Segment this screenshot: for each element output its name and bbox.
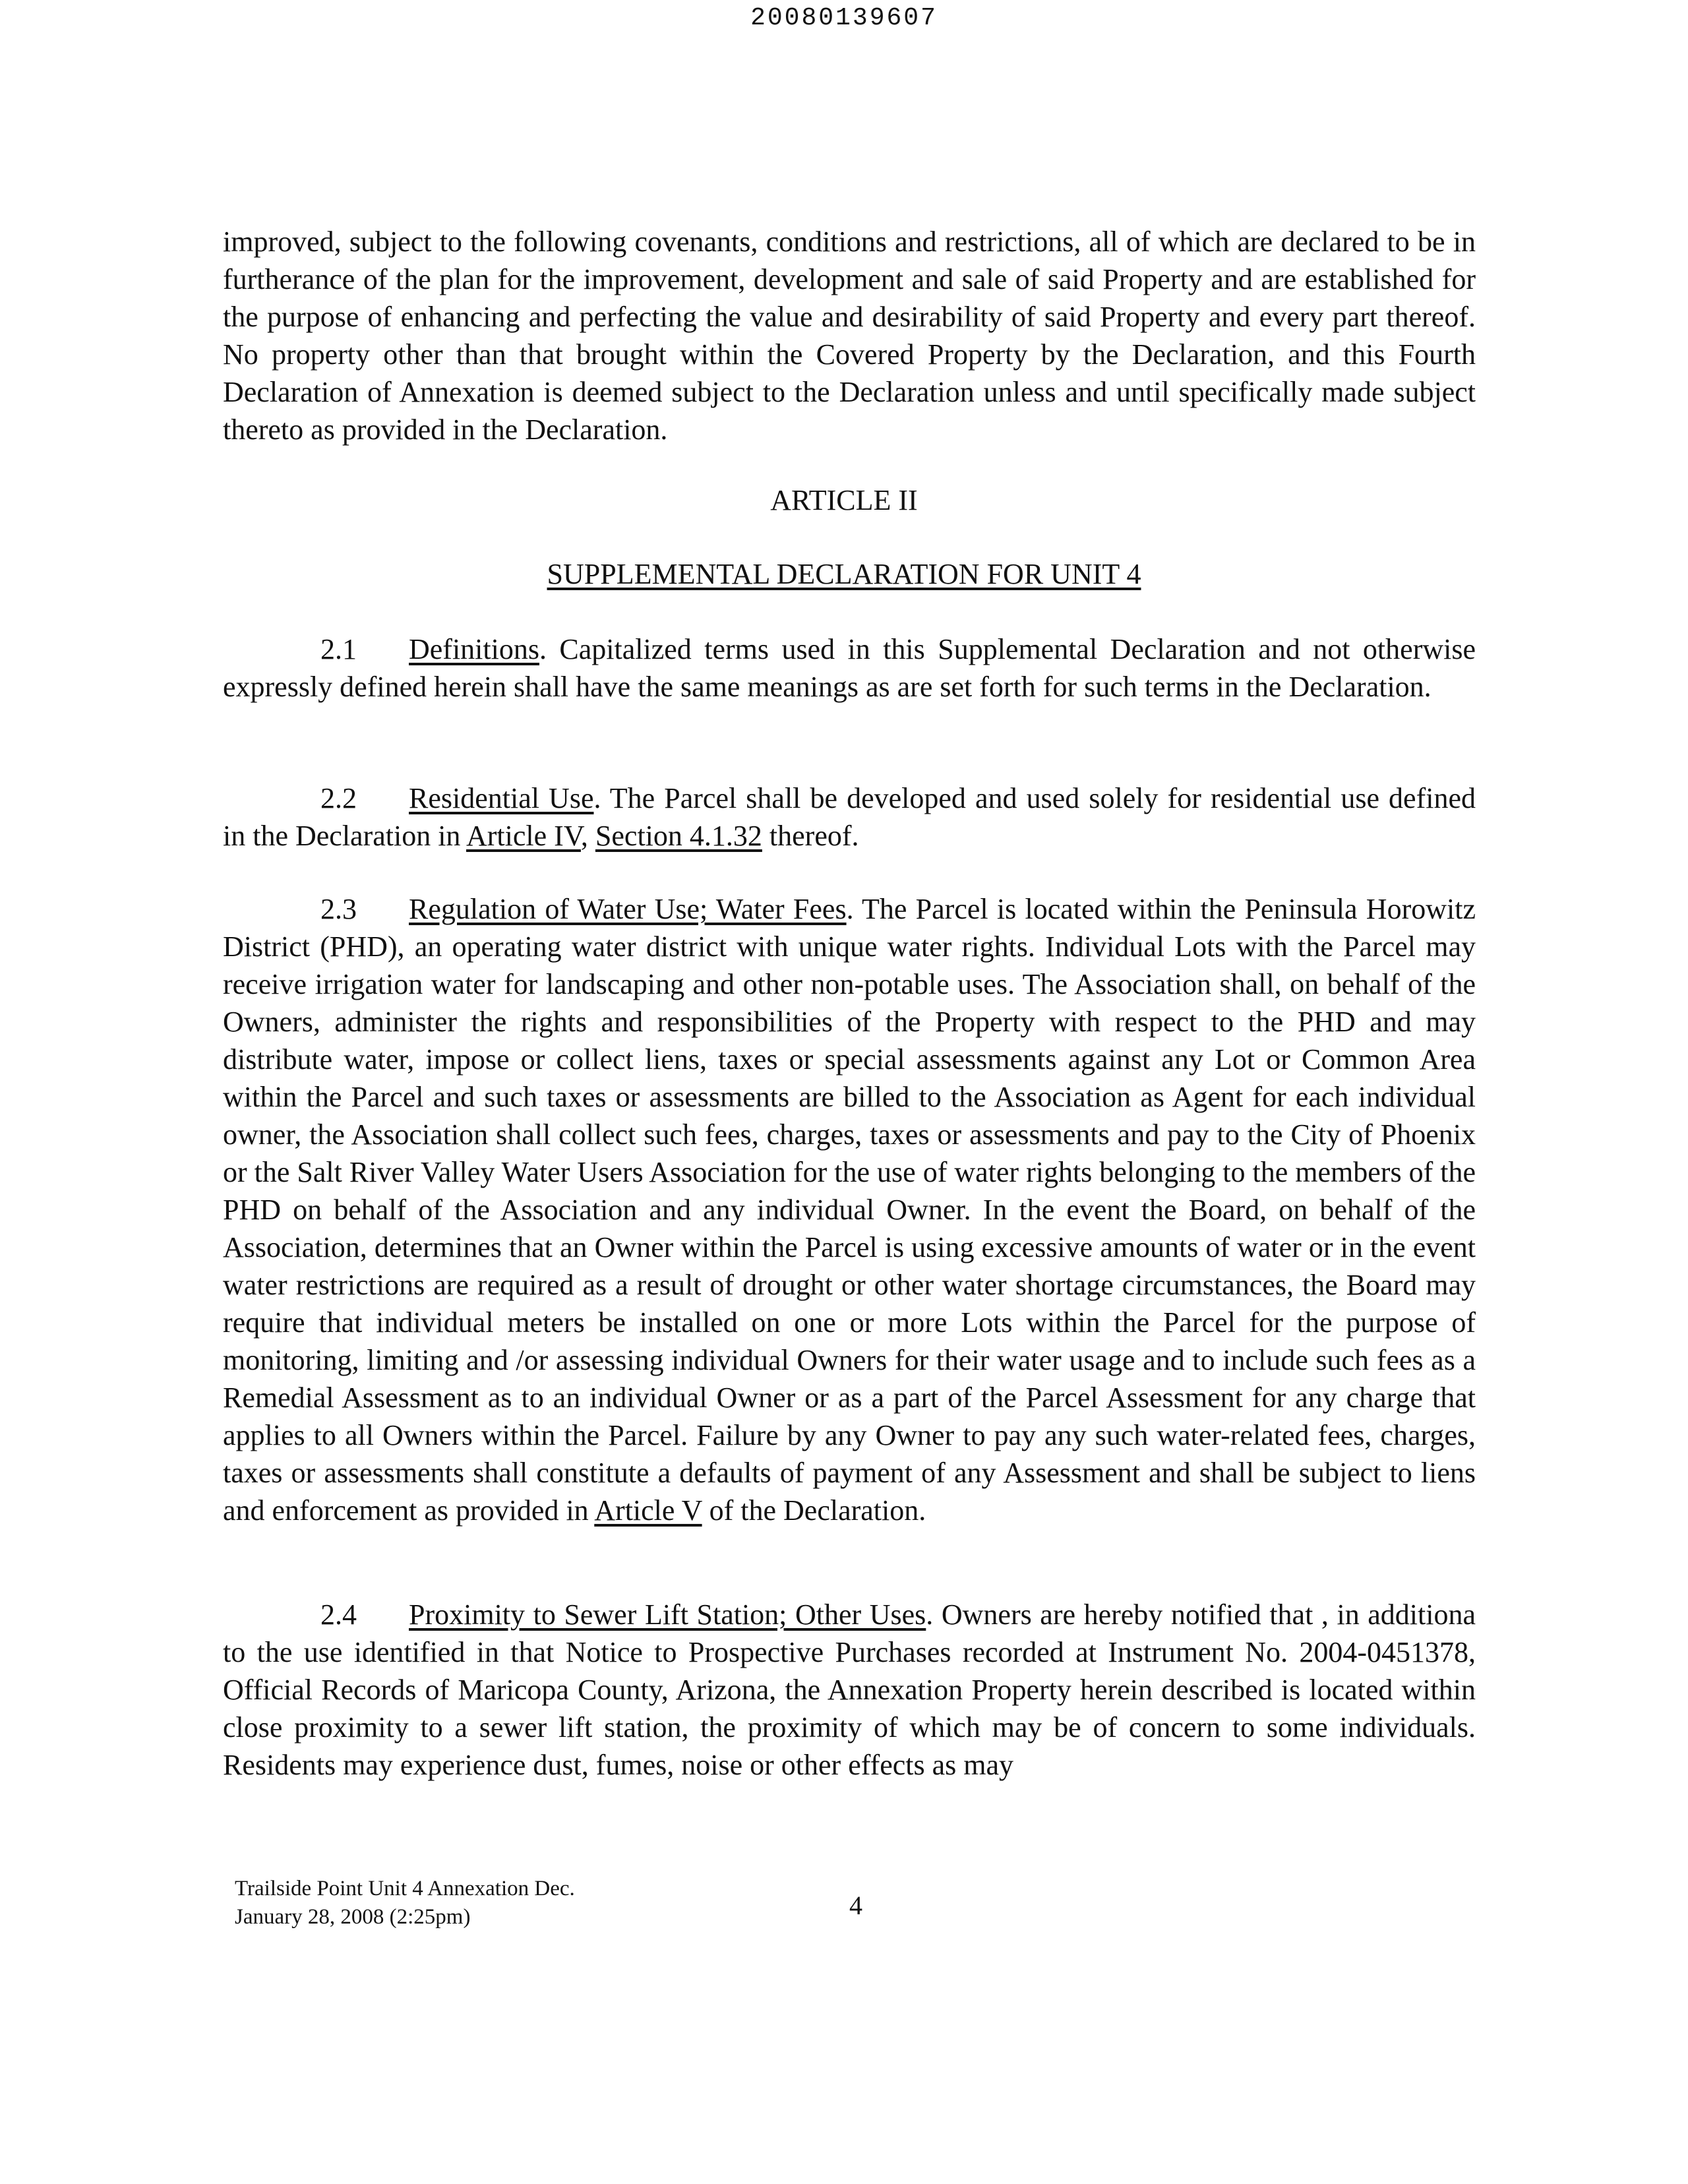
- article-reference: Article V: [594, 1494, 702, 1527]
- section-text: . Capitalized terms used in this Supplemental Declaration and not otherwise expressly defined herein shall have the same meanings as are set forth for such terms in the Declaration.: [223, 633, 1476, 703]
- section-title: Proximity to Sewer Lift Station; Other Uses: [409, 1598, 926, 1631]
- document-number: 20080139607: [750, 4, 938, 32]
- article-subheading-text: SUPPLEMENTAL DECLARATION FOR UNIT 4: [547, 558, 1141, 590]
- section-text: thereof.: [762, 820, 859, 852]
- section-number: 2.4: [320, 1598, 357, 1631]
- article-subheading: [0, 555, 1688, 593]
- footer-info: [235, 1875, 575, 1931]
- article-reference: Article IV: [466, 820, 581, 852]
- section-number: 2.2: [320, 782, 357, 814]
- section-title: Residential Use: [409, 782, 594, 814]
- footer-date: January 28, 2008 (2:25pm): [235, 1905, 471, 1929]
- section-title: Regulation of Water Use; Water Fees: [409, 893, 847, 925]
- section-title: Definitions: [409, 633, 539, 665]
- section-text: . The Parcel shall be developed and used solely for residential use defined in the Declaration in: [223, 782, 1476, 852]
- intro-paragraph: improved, subject to the following covenants, conditions and restrictions, all of which are declared to be in furtherance of the plan for the improvement, development and sale of said Property and are established for the purpose of enhancing and perfecting the value and desirability of said Property and every part thereof. No property other than that brought within the Covered Property by the Declaration, and this Fourth Declaration of Annexation is deemed subject to the Declaration unless and until specifically made subject thereto as provided in the Declaration.: [223, 226, 1476, 446]
- section-number: 2.1: [320, 633, 357, 665]
- section-text: . The Parcel is located within the Peninsula Horowitz District (PHD), an operating water district with unique water rights. Individual Lots with the Parcel may receive irrigation water for landscaping and other non-potable uses. The Association shall, on behalf of the Owners, administer the rights and responsibilities of the Property with respect to the PHD and may distribute water, impose or collect liens, taxes or special assessments against any Lot or Common Area within the Parcel and such taxes or assessments are billed to the Association as Agent for each individual owner, the Association shall collect such fees, charges, taxes or assessments and pay to the City of Phoenix or the Salt River Valley Water Users Association for the use of water rights belonging to the members of the PHD on behalf of the Association and any individual Owner. In the event the Board, on behalf of the Association, determines that an Owner within the Parcel is using excessive amounts of water or in the event water restrictions are required as a result of drought or other water shortage circumstances, the Board may require that individual meters be installed on one or more Lots within the Parcel for the purpose of monitoring, limiting and /or assessing individual Owners for their water usage and to include such fees as a Remedial Assessment as to an individual Owner or as a part of the Parcel Assessment for any charge that applies to all Owners within the Parcel. Failure by any Owner to pay any such water-related fees, charges, taxes or assessments shall constitute a defaults of payment of any Assessment and shall be subject to liens and enforcement as provided in: [223, 893, 1476, 1527]
- section-reference: Section 4.1.32: [595, 820, 762, 852]
- page-number: 4: [849, 1891, 862, 1920]
- section-2-2: [223, 779, 1476, 855]
- footer-title: Trailside Point Unit 4 Annexation Dec.: [235, 1877, 575, 1900]
- section-2-3: [223, 890, 1476, 1529]
- section-2-4: [223, 1596, 1476, 1784]
- section-number: 2.3: [320, 893, 357, 925]
- section-2-1: [223, 630, 1476, 706]
- section-text: ,: [580, 820, 595, 852]
- section-text: . Owners are hereby notified that , in additiona to the use identified in that Notice to Prospective Purchases recorded at Instrument No. 2004-0451378, Official Records of Maricopa County, Arizona, the Annexation Property herein described is located within close proximity to a sewer lift station, the proximity of which may be of concern to some individuals. Residents may experience dust, fumes, noise or other effects as may: [223, 1598, 1476, 1781]
- section-text: of the Declaration.: [702, 1494, 926, 1527]
- article-heading: ARTICLE II: [770, 484, 918, 516]
